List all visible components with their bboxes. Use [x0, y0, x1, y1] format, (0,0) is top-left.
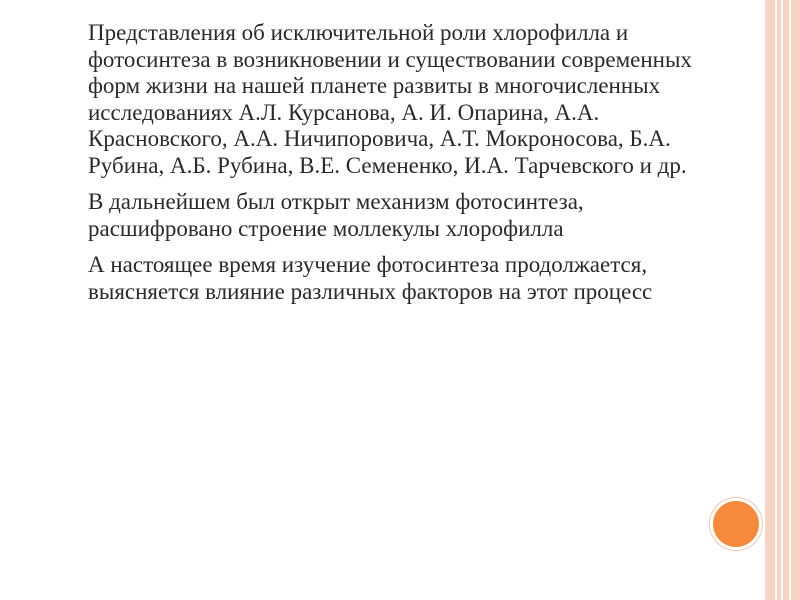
- bullet-list: [60, 20, 720, 315]
- decorative-stripe: [775, 0, 777, 600]
- bullet-text: А настоящее время изучение фотосинтеза продолжается, выясняется влияние различных факторов на этот процесс: [88, 252, 653, 304]
- bullet-text: Представления об исключительной роли хлорофилла и фотосинтеза в возникновении и существовании современных форм жизни на нашей планете развиты в многочисленных исследованиях А.Л. Курсанова, А. И. Опарина, А.А. Красновского, А.А. Ничипоровича, А.Т. Мокроносова, Б.А. Рубина, А.Б. Рубина, В.Е. Семененко, И.А. Тарчевского и др.: [88, 20, 692, 178]
- bullet-item: [60, 252, 720, 305]
- decorative-stripe: [789, 0, 791, 600]
- decorative-stripe: [781, 0, 783, 600]
- bullet-item: [60, 20, 720, 179]
- bullet-text: В дальнейшем был открыт механизм фотосинтеза, расшифровано строение моллекулы хлорофилла: [88, 189, 584, 241]
- bullet-item: [60, 189, 720, 242]
- decorative-circle: [710, 498, 762, 550]
